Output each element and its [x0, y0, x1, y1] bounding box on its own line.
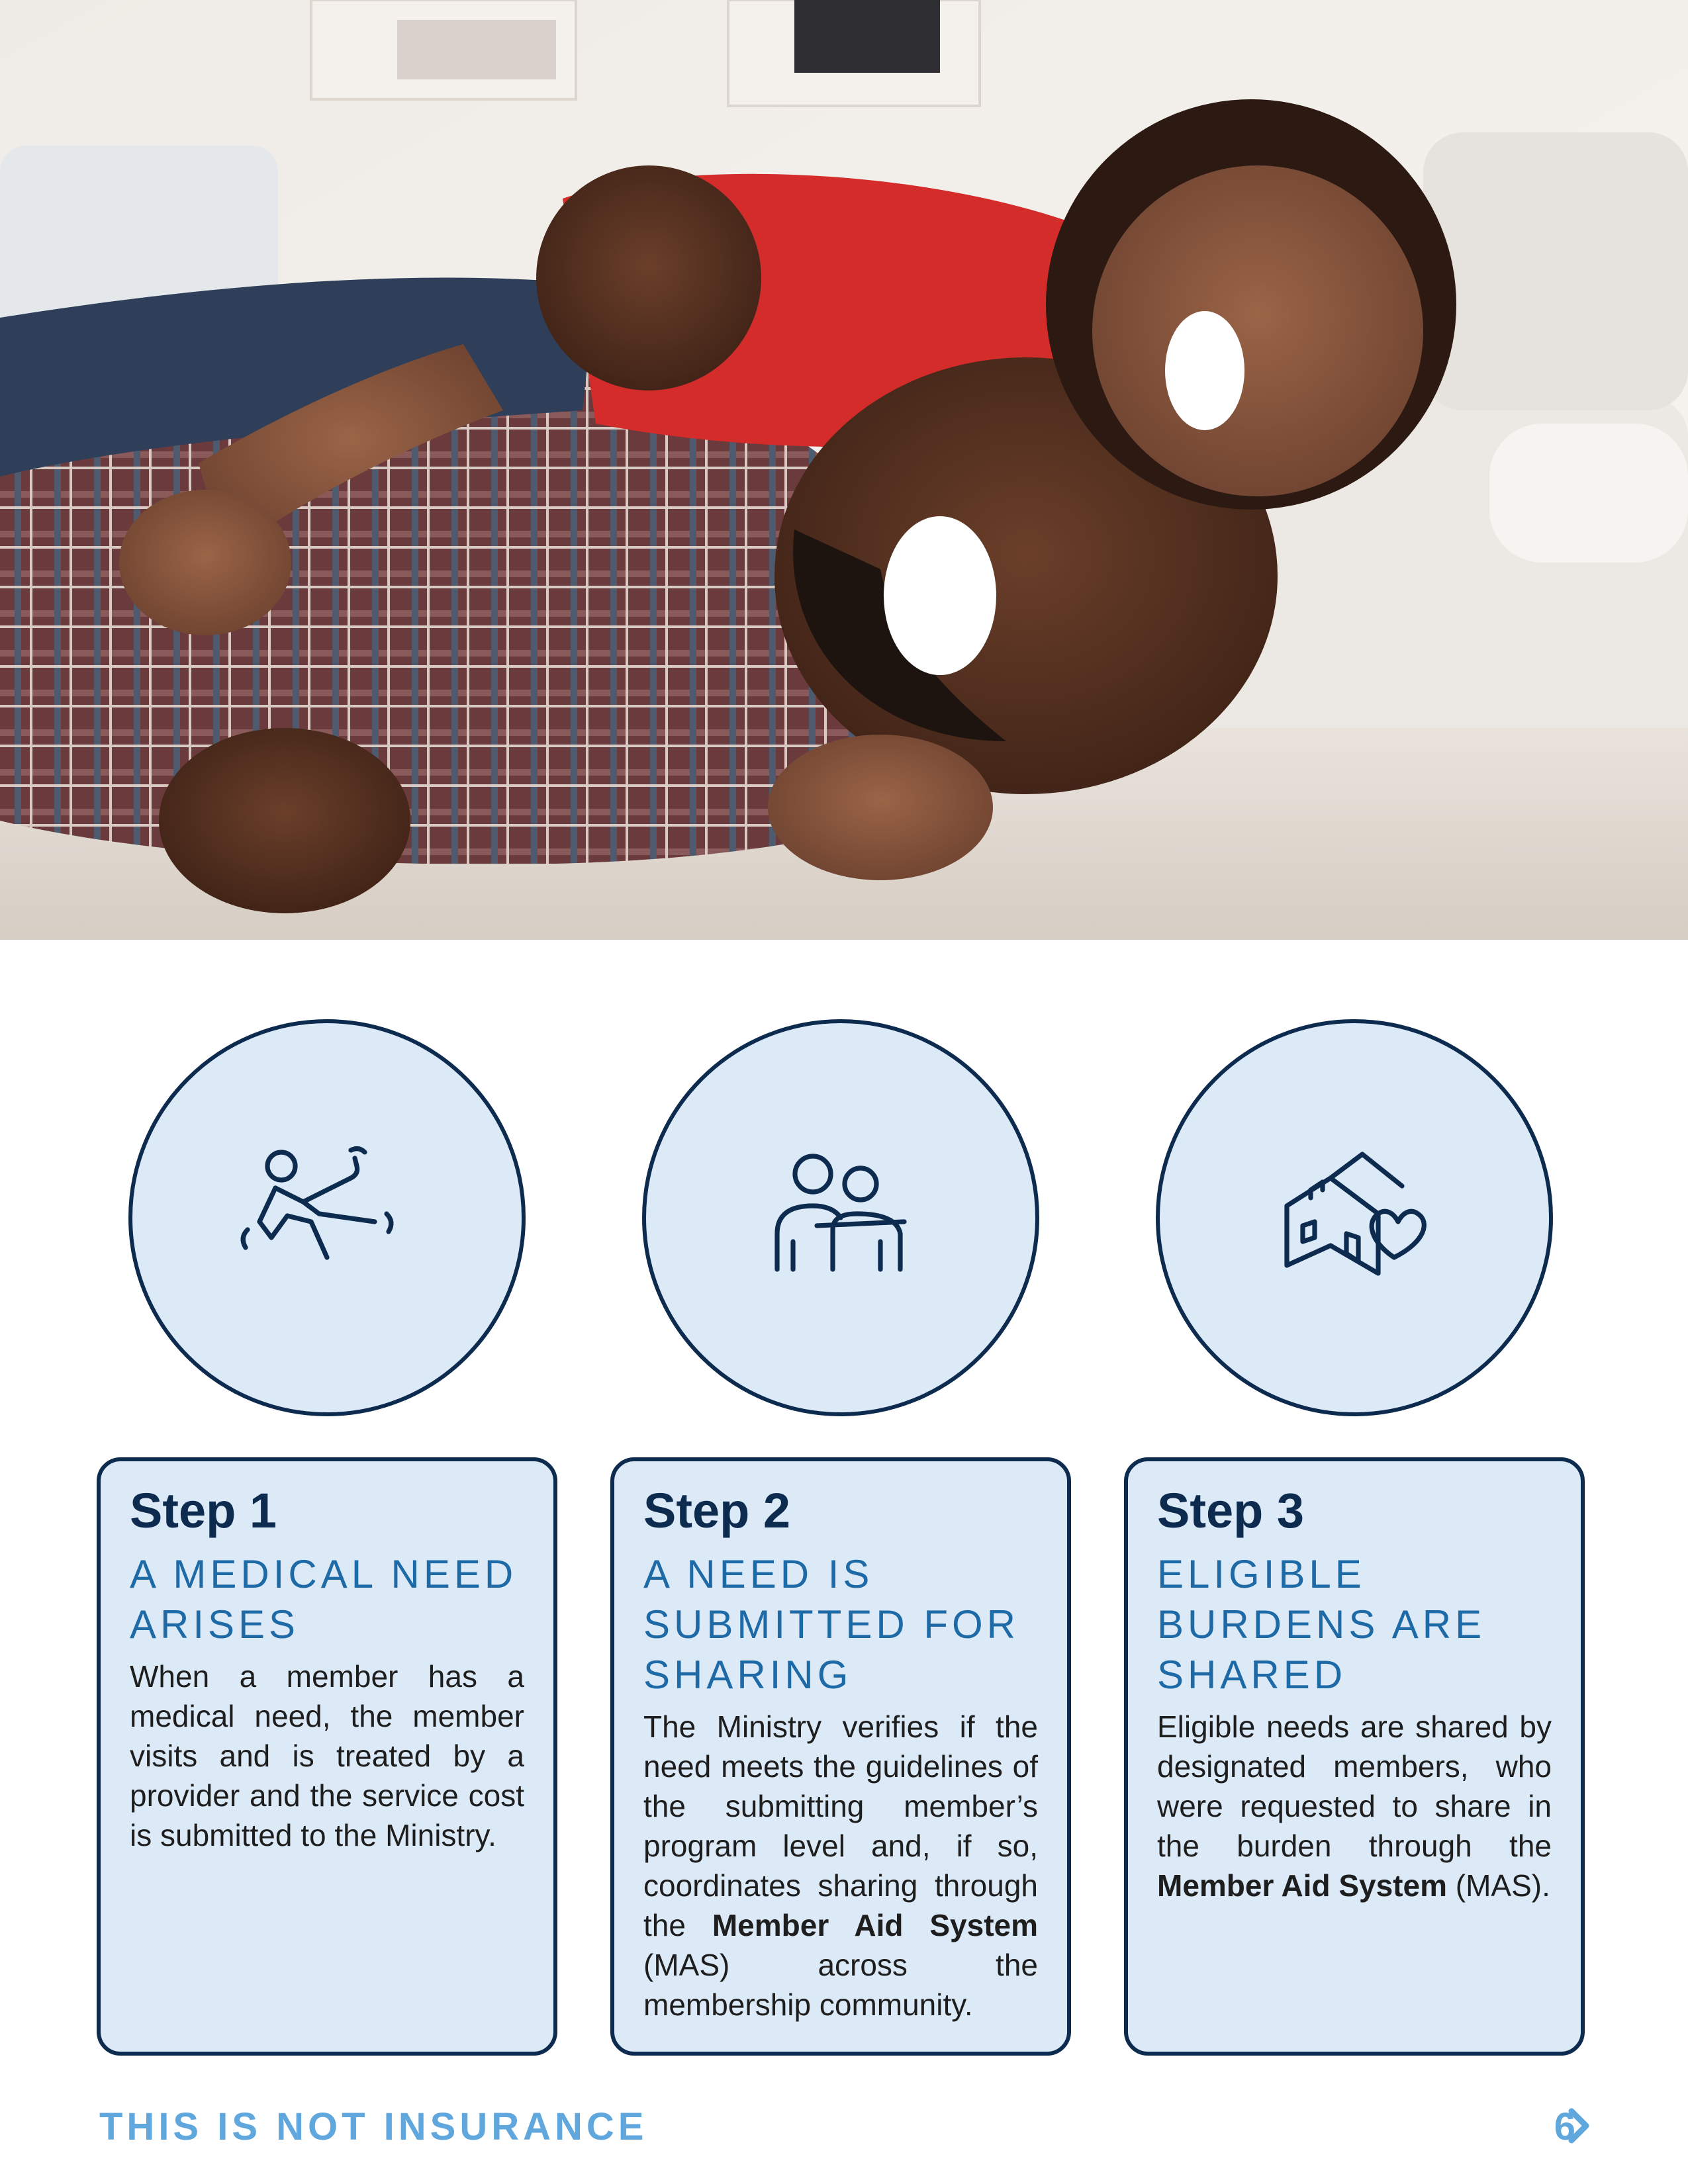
step-3-body-text-end: (MAS).: [1447, 1868, 1550, 1903]
step-1-subtitle: A MEDICAL NEED ARISES: [130, 1552, 518, 1647]
step-2-body: [643, 1707, 1038, 2025]
step-1-body: [130, 1657, 524, 1855]
step-1-title: Step 1: [130, 1483, 277, 1538]
house-with-heart-icon: [1255, 1118, 1454, 1317]
step-1-body-text: When a member has a medical need, the member visits and is treated by a provider and the service cost is submitted to the Ministry.: [130, 1659, 524, 1853]
member-aid-system-emphasis: Member Aid System: [1157, 1868, 1447, 1903]
hero-photo: [0, 0, 1688, 940]
falling-person-icon: [228, 1118, 426, 1317]
member-aid-system-emphasis: Member Aid System: [712, 1908, 1038, 1943]
footer-disclaimer: THIS IS NOT INSURANCE: [99, 2105, 648, 2148]
step-3-card: [1124, 1457, 1585, 2056]
step-1-card: [97, 1457, 557, 2056]
chevron-right-icon[interactable]: [1566, 2106, 1593, 2146]
step-2-body-text: The Ministry verifies if the need meets the guidelines of the submitting member’s program level and, if so, coordinates sharing through the: [643, 1709, 1038, 1943]
step-1-icon-circle: [128, 1019, 526, 1416]
step-3-body: [1157, 1707, 1552, 1905]
step-2-subtitle: A NEED IS SUBMITTED FOR SHARING: [643, 1552, 1019, 1698]
step-2-title: Step 2: [643, 1483, 791, 1538]
step-3-icon-circle: [1156, 1019, 1553, 1416]
step-3-subtitle: ELIGIBLE BURDENS ARE SHARED: [1157, 1552, 1486, 1698]
two-people-support-icon: [741, 1118, 940, 1317]
step-2-body-text-end: (MAS) across the membership community.: [643, 1948, 1038, 2023]
step-3-title: Step 3: [1157, 1483, 1305, 1538]
step-3-body-text: Eligible needs are shared by designated members, who were requested to share in the burden through the: [1157, 1709, 1552, 1864]
step-2-icon-circle: [642, 1019, 1039, 1416]
step-2-card: [610, 1457, 1071, 2056]
page-number: 6: [1554, 2105, 1575, 2148]
